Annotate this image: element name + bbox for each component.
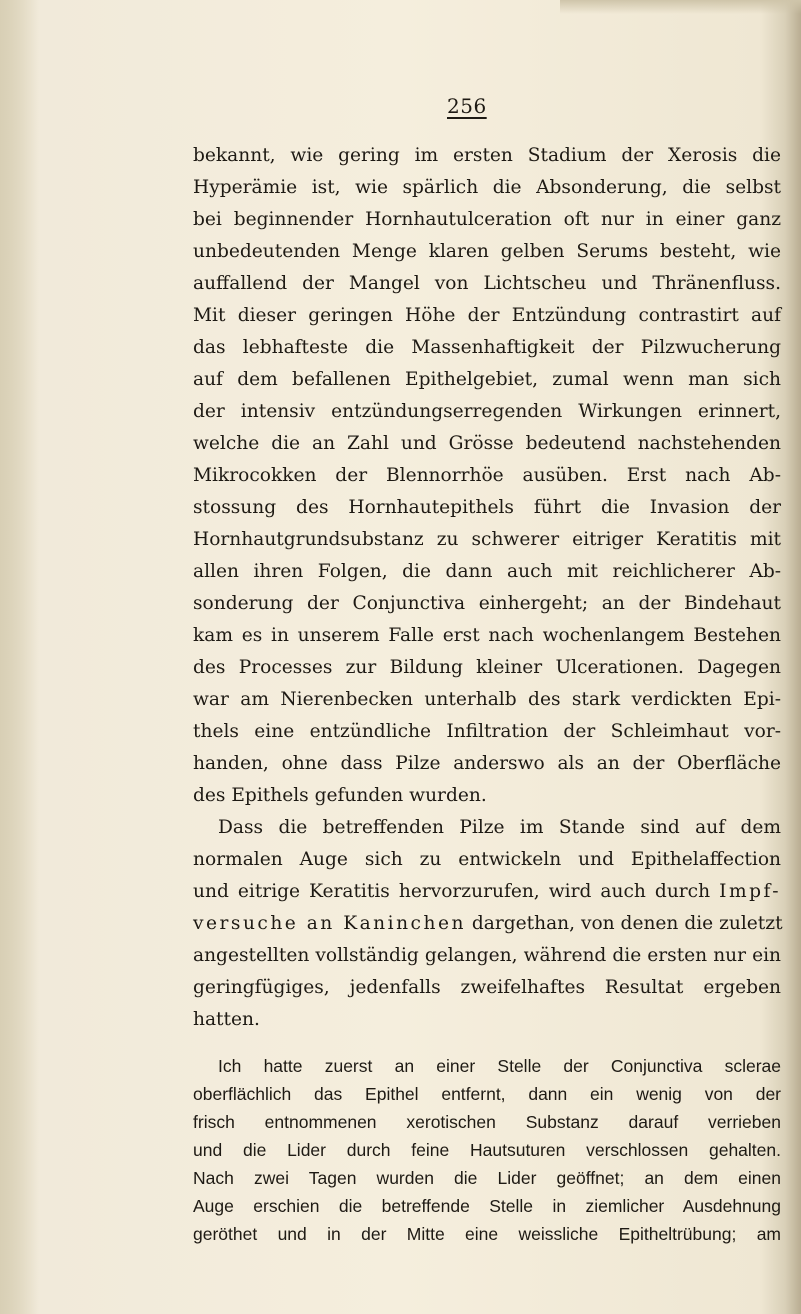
text-line: bekannt, wie gering im ersten Stadium der Xerosis die [193,145,781,166]
text-line: bei beginnender Hornhautulceration oft nur in einer ganz [193,209,781,230]
text-line: des Epithels gefunden wurden. [193,785,487,806]
text-line: der intensiv entzündungserregenden Wirkungen erinnert, [193,401,781,422]
text-line: angestellten vollständig gelangen, während die ersten nur ein [193,945,781,966]
text-line: war am Nierenbecken unterhalb des stark verdickten Epi- [193,689,781,710]
text-line: allen ihren Folgen, die dann auch mit reichlicherer Ab- [193,561,781,582]
emphasized-text: Impf- [719,881,781,902]
text-line: stossung des Hornhautepithels führt die Invasion der [193,497,781,518]
text-line: Mikrocokken der Blennorrhöe ausüben. Erst nach Ab- [193,465,781,486]
text-line: thels eine entzündliche Infiltration der Schleimhaut vor- [193,721,781,742]
text-line: Hyperämie ist, wie spärlich die Absonderung, die selbst [193,177,781,198]
page-edge-shadow [560,0,801,14]
text-run: dargethan, von denen die zuletzt [465,913,783,934]
text-line: auf dem befallenen Epithelgebiet, zumal wenn man sich [193,369,781,390]
text-line [193,876,781,908]
text-line: welche die an Zahl und Grösse bedeutend nachstehenden [193,433,781,454]
text-line: Dass die betreffenden Pilze im Stande sind auf dem [218,817,781,838]
text-line: unbedeutenden Menge klaren gelben Serums besteht, wie [193,241,781,262]
text-line: normalen Auge sich zu entwickeln und Epithelaffection [193,849,781,870]
text-line: geringfügiges, jedenfalls zweifelhaftes Resultat ergeben [193,977,781,998]
page-number: 256 [447,94,487,118]
text-line: handen, ohne dass Pilze anderswo als an der Oberfläche [193,753,781,774]
emphasized-text: versuche an Kaninchen [193,913,466,934]
text-line: auffallend der Mangel von Lichtscheu und Thränenfluss. [193,273,781,294]
small-text-line: Nach zwei Tagen wurden die Lider geöffnet; an dem einen [193,1168,781,1188]
small-text-line: frisch entnommenen xerotischen Substanz darauf verrieben [193,1112,781,1132]
text-line [193,908,781,940]
text-line: Hornhautgrundsubstanz zu schwerer eitriger Keratitis mit [193,529,781,550]
text-line: Mit dieser geringen Höhe der Entzündung contrastirt auf [193,305,781,326]
small-text-line: oberflächlich das Epithel entfernt, dann ein wenig von der [193,1084,781,1104]
text-line: des Processes zur Bildung kleiner Ulcerationen. Dagegen [193,657,781,678]
text-line: sonderung der Conjunctiva einhergeht; an der Bindehaut [193,593,781,614]
text-run: und eitrige Keratitis hervorzurufen, wird auch durch [193,881,720,902]
text-line: kam es in unserem Falle erst nach wochenlangem Bestehen [193,625,781,646]
text-line: hatten. [193,1009,260,1030]
text-line: das lebhafteste die Massenhaftigkeit der Pilzwucherung [193,337,781,358]
small-text-line: Ich hatte zuerst an einer Stelle der Conjunctiva sclerae [218,1056,781,1076]
small-text-line: Auge erschien die betreffende Stelle in ziemlicher Ausdehnung [193,1196,781,1216]
binding-gutter [0,0,38,1314]
small-text-line: geröthet und in der Mitte eine weissliche Epitheltrübung; am [193,1224,781,1244]
small-text-line: und die Lider durch feine Hautsuturen verschlossen gehalten. [193,1140,781,1160]
